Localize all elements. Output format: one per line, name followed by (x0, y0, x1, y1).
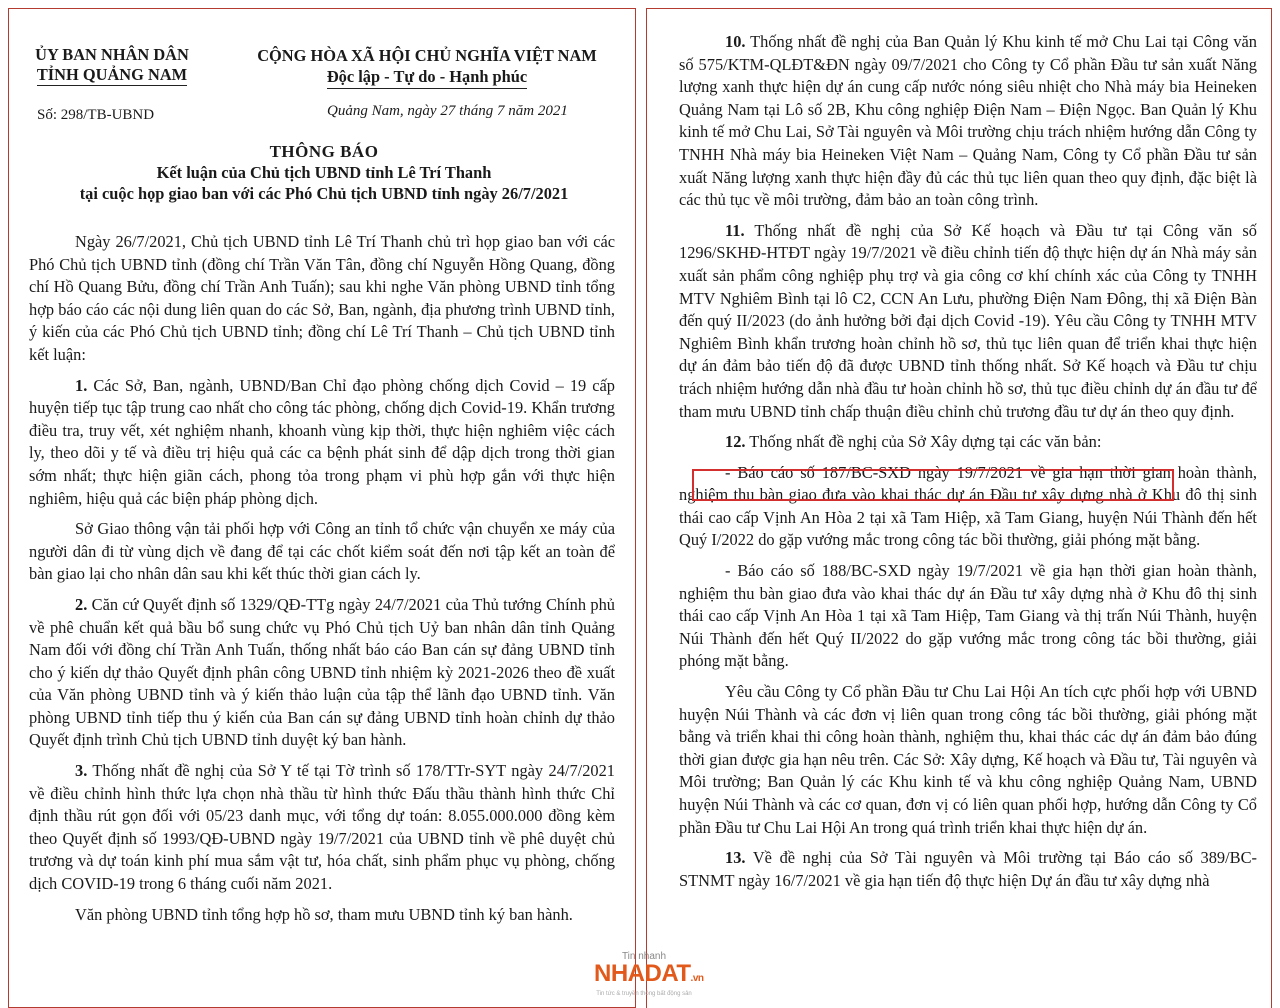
agency-line-2: TỈNH QUẢNG NAM (36, 65, 188, 84)
item-12-report-187: - Báo cáo số 187/BC-SXD ngày 19/7/2021 về gia hạn thời gian hoàn thành, nghiệm thu bàn giao đưa vào khai thác dự án Đầu tư xây dựng nhà ở Khu đô thị sinh thái cao cấp Vịnh An Hòa 2 tại xã Tam Hiệp, xã Tam Giang, huyện Núi Thành đến hết Quý I/2022 do gặp vướng mắc trong công tác bồi thường, giải phóng mặt bằng. (679, 462, 1257, 550)
item-11-number: 11. (725, 220, 745, 240)
item-12-report-188: - Báo cáo số 188/BC-SXD ngày 19/7/2021 về gia hạn thời gian hoàn thành, nghiệm thu bàn giao đưa vào khai thác dự án Đầu tư xây dựng nhà ở Khu đô thị sinh thái cao cấp Vịnh An Hòa 1 tại xã Tam Hiệp, Tam Giang và thị trấn Núi Thành, huyện Núi Thành đến hết Quý II/2022 do gặp vướng mắc trong công tác bồi thường, giải phóng mặt bằng. (679, 561, 1257, 671)
motto: Độc lập - Tự do - Hạnh phúc (327, 66, 527, 89)
right-body (679, 31, 1257, 892)
watermark-tagline: Tin tức & truyền thông bất động sản (596, 991, 692, 997)
intro-paragraph: Ngày 26/7/2021, Chủ tịch UBND tỉnh Lê Trí Thanh chủ trì họp giao ban với các Phó Chủ tịch UBND tỉnh (đồng chí Trần Văn Tân, đồng chí Nguyễn Hồng Quang, đồng chí Hồ Quang Bửu, đồng chí Trần Anh Tuấn); sau khi nghe Văn phòng UBND tỉnh tổng hợp báo cáo các nội dung liên quan do các Sở, Ban, ngành, địa phương trình UBND tỉnh, ý kiến của các Phó Chủ tịch UBND tỉnh; đồng chí Lê Trí Thanh – Chủ tịch UBND tỉnh kết luận: (29, 232, 615, 364)
item-13-paragraph (679, 847, 1257, 892)
item-2-text: Căn cứ Quyết định số 1329/QĐ-TTg ngày 24/7/2021 của Thủ tướng Chính phủ về phê chuẩn kết quả bầu bổ sung chức vụ Phó Chủ tịch Uỷ ban nhân dân tỉnh Quảng Nam đối với đồng chí Trần Anh Tuấn, thống nhất báo cáo Ban cán sự đảng UBND tỉnh cho ý kiến dự thảo Quyết định phân công UBND tỉnh nhiệm kỳ 2021-2026 theo đề xuất của Văn phòng UBND tỉnh và ý kiến thảo luận của tập thể lãnh đạo UBND tỉnh. Văn phòng UBND tỉnh tiếp thu ý kiến của Ban cán sự đảng UBND tỉnh hoàn chỉnh dự thảo Quyết định trình Chủ tịch UBND tỉnh duyệt ký ban hành. (29, 594, 615, 750)
title-line-3: tại cuộc họp giao ban với các Phó Chủ tịch UBND tỉnh ngày 26/7/2021 (79, 184, 569, 203)
item-13-text: Về đề nghị của Sở Tài nguyên và Môi trường tại Báo cáo số 389/BC-STNMT ngày 16/7/2021 về gia hạn tiến độ thực hiện Dự án đầu tư xây dựng nhà (679, 848, 1257, 890)
item-11-text: Thống nhất đề nghị của Sở Kế hoạch và Đầu tư tại Công văn số 1296/SKHĐ-HTĐT ngày 19/7/2021 về điều chỉnh tiến độ thực hiện dự án Nhà máy sản xuất sản phẩm công nghiệp phụ trợ và gia công cơ khí chính xác của Công ty TNHH MTV Nghiêm Bình tại lô C2, CCN An Lưu, phường Điện Nam Đông, thị xã Điện Bàn đến quý II/2023 (do ảnh hưởng bởi đại dịch Covid -19). Yêu cầu Công ty TNHH MTV Nghiêm Bình khẩn trương hoàn chỉnh hồ sơ, thủ tục liên quan để triển khai thực hiện dự án đảm bảo tiến độ đã được UBND tỉnh thống nhất. Sở Kế hoạch và Đầu tư chịu trách nhiệm hướng dẫn nhà đầu tư hoàn chỉnh hồ sơ, thủ tục điều chỉnh dự án đầu tư để tham mưu UBND tỉnh chấp thuận điều chỉnh chủ trương đầu tư dự án theo quy định. (679, 220, 1257, 421)
left-body (29, 231, 615, 926)
item-3-number: 3. (75, 761, 88, 781)
watermark-top: Tin nhanh (621, 951, 667, 962)
item-10-number: 10. (725, 32, 746, 51)
item-1-extra-paragraph: Sở Giao thông vận tải phối hợp với Công an tỉnh tổ chức vận chuyển xe máy của người dân đi từ vùng dịch về đang để tại các chốt kiểm soát đến nơi tập kết an toàn để bàn giao lại cho nhân dân sau khi kết thúc thời gian cách ly. (29, 519, 615, 584)
document-title (29, 141, 619, 204)
item-12-requirement: Yêu cầu Công ty Cổ phần Đầu tư Chu Lai Hội An tích cực phối hợp với UBND huyện Núi Thành và các đơn vị liên quan trong công tác bồi thường, giải phóng mặt bằng và triển khai thi công hoàn thành, nghiệm thu, khai thác các dự án đảm bảo đúng thời gian được gia hạn nêu trên. Các Sở: Xây dựng, Kế hoạch và Đầu tư, Tài nguyên và Môi trường; Ban Quản lý các Khu kinh tế và khu công nghiệp Quảng Nam, UBND huyện Núi Thành và các cơ quan, đơn vị có liên quan phối hợp, hướng dẫn Công ty Cổ phần Đầu tư Chu Lai Hội An trong quá trình triển khai thực hiện dự án. (679, 682, 1257, 837)
item-2-paragraph (29, 594, 615, 752)
nation-name: CỘNG HÒA XÃ HỘI CHỦ NGHĨA VIỆT NAM (257, 46, 597, 65)
item-1-number: 1. (75, 375, 88, 395)
watermark-brand-name: NHADAT (594, 960, 691, 987)
item-2-number: 2. (75, 594, 88, 614)
highlight-box-item-12 (692, 469, 1174, 501)
agency-line-1: ỦY BAN NHÂN DÂN (35, 45, 189, 64)
item-1-text: Các Sở, Ban, ngành, UBND/Ban Chỉ đạo phòng chống dịch Covid – 19 cấp huyện tiếp tục tập trung cao nhất cho công tác phòng, chống dịch Covid-19. Khẩn trương điều tra, truy vết, xét nghiệm nhanh, khoanh vùng kịp thời, thực hiện nghiêm việc cách ly, theo dõi y tế và điều trị hiệu quả các ca bệnh phát sinh để dập dịch trong thời gian sớm nhất; thực hiện giãn cách, phong tỏa trong phạm vi phù hợp gắn với thực hiện nghiêm, hiệu quả các biện pháp phòng dịch. (29, 375, 615, 508)
item-3-paragraph (29, 760, 615, 896)
item-10-text: Thống nhất đề nghị của Ban Quản lý Khu kinh tế mở Chu Lai tại Công văn số 575/KTM-QLĐT&ĐN ngày 09/7/2021 cho Công ty Cổ phần Đầu tư sản xuất Năng lượng xanh thực hiện dự án cung cấp nước nóng siêu nhiệt cho Nhà máy bia Heineken Quảng Nam tại Lô số 2B, Khu công nghiệp Điện Nam – Điện Ngọc. Ban Quản lý Khu kinh tế mở Chu Lai, Sở Tài nguyên và Môi trường chịu trách nhiệm hướng dẫn Công ty TNHH Nhà máy bia Heineken Việt Nam – Quảng Nam, Công ty Cổ phần Đầu tư sản xuất Năng lượng xanh thực hiện đầy đủ các thủ tục liên quan theo quy định, đặc biệt là các thủ tục về môi trường, đảm bảo an toàn công trình. (679, 32, 1257, 210)
watermark-tld: .vn (690, 973, 704, 984)
item-12-paragraph (679, 431, 1257, 454)
watermark-brand (594, 960, 704, 991)
document-page-left (8, 8, 636, 1008)
item-1-paragraph (29, 375, 615, 511)
nhadat-watermark-logo (594, 951, 704, 997)
item-11-paragraph (679, 220, 1257, 423)
national-header (247, 45, 607, 89)
title-line-1: THÔNG BÁO (269, 142, 379, 161)
place-date: Quảng Nam, ngày 27 tháng 7 năm 2021 (327, 103, 568, 119)
document-page-right (646, 8, 1272, 1008)
agency-header (27, 45, 197, 86)
title-line-2: Kết luận của Chủ tịch UBND tỉnh Lê Trí Thanh (156, 163, 492, 182)
item-10-paragraph (679, 31, 1257, 212)
item-3-extra-paragraph: Văn phòng UBND tỉnh tổng hợp hồ sơ, tham mưu UBND tỉnh ký ban hành. (75, 904, 573, 924)
item-12-number: 12. (725, 432, 746, 452)
item-3-text: Thống nhất đề nghị của Sở Y tế tại Tờ trình số 178/TTr-SYT ngày 24/7/2021 về điều chỉnh hình thức lựa chọn nhà thầu từ hình thức Đấu thầu thành hình thức Chỉ định thầu rút gọn đối với 05/23 danh mục, với tổng dự toán: 8.055.000.000 đồng kèm theo Quyết định số 1993/QĐ-UBND ngày 19/7/2021 của UBND tỉnh về phê duyệt chủ trương và dự toán kinh phí mua sắm vật tư, hóa chất, sinh phẩm phục vụ phòng, chống dịch COVID-19 trong 6 tháng cuối năm 2021. (29, 761, 615, 894)
item-13-number: 13. (725, 848, 746, 868)
item-12-text: Thống nhất đề nghị của Sở Xây dựng tại các văn bản: (745, 432, 1102, 452)
document-number: Số: 298/TB-UBND (37, 107, 155, 123)
